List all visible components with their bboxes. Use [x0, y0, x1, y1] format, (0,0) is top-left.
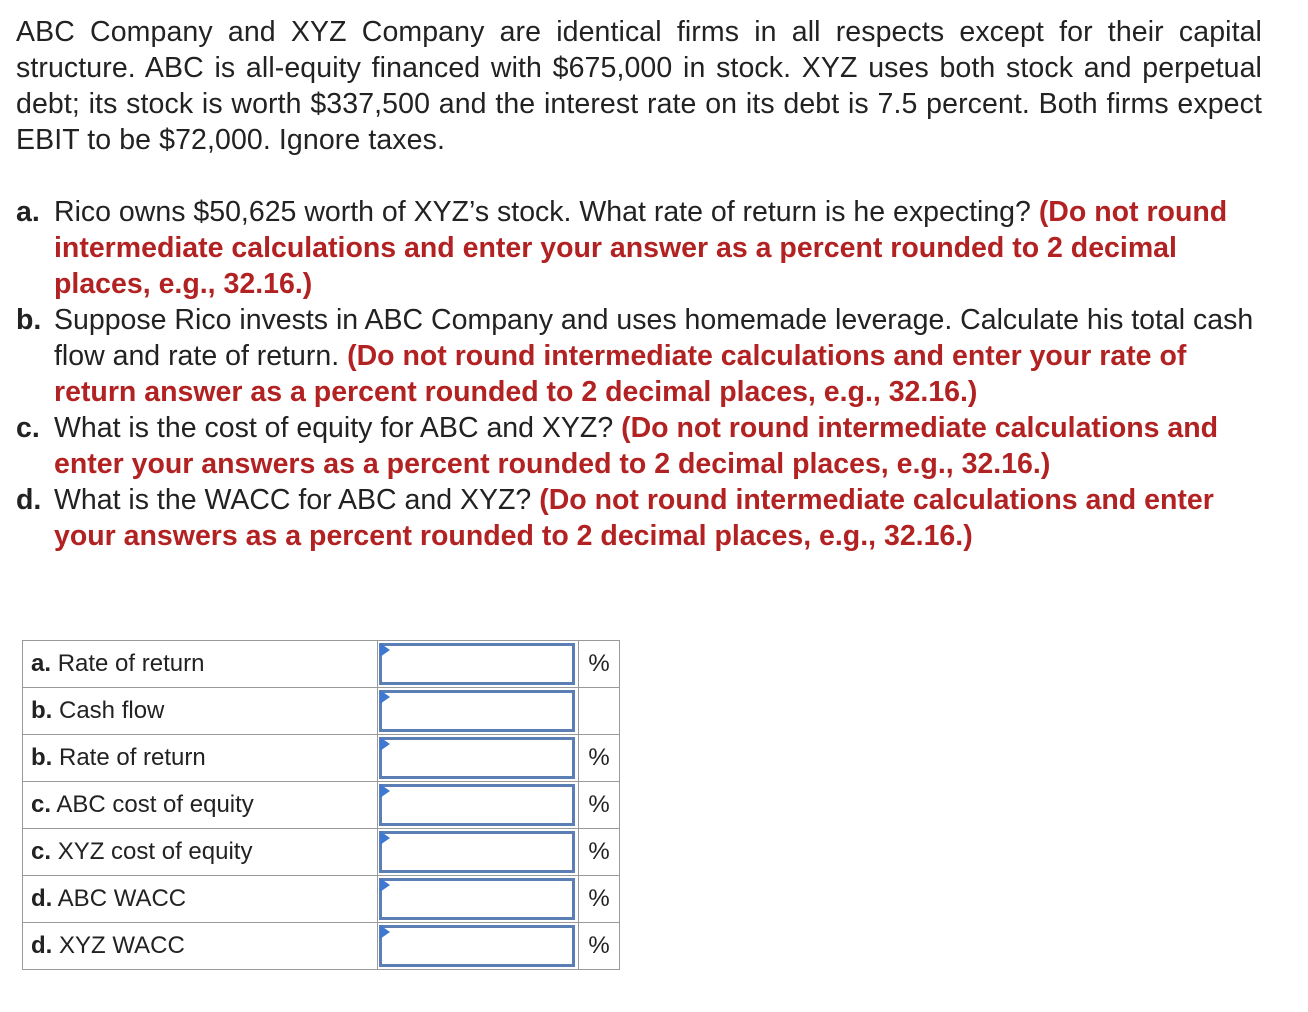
question-instruction: (Do not round intermediate calculations and enter your answers as a percent rounded to 2 decimal places, e.g., 32.16.) — [54, 484, 1214, 552]
c-xyz-cost-of-equity-input[interactable] — [379, 831, 575, 873]
question-marker: c. — [16, 412, 40, 444]
answer-label — [23, 876, 378, 923]
answer-input-cell — [378, 735, 579, 782]
d-xyz-wacc-input[interactable] — [379, 925, 575, 967]
answer-row-d-abc-wacc — [23, 876, 620, 923]
answer-input-cell — [378, 641, 579, 688]
flag-icon — [380, 878, 390, 892]
question-marker: a. — [16, 196, 40, 228]
question-c — [16, 410, 1262, 482]
flag-icon — [380, 737, 390, 751]
b-cash-flow-input[interactable] — [379, 690, 575, 732]
answer-part: d. — [31, 885, 53, 912]
question-text: What is the cost of equity for ABC and XYZ? — [54, 412, 614, 444]
d-abc-wacc-input[interactable] — [379, 878, 575, 920]
answer-input-cell — [378, 876, 579, 923]
answer-label — [23, 688, 378, 735]
answer-label — [23, 735, 378, 782]
answer-part: a. — [31, 650, 52, 677]
answer-label-text: Rate of return — [59, 744, 206, 771]
percent-unit: % — [579, 782, 620, 829]
question-d — [16, 482, 1262, 554]
question-b — [16, 302, 1262, 410]
percent-unit: % — [579, 923, 620, 970]
flag-icon — [380, 690, 390, 704]
percent-unit: % — [579, 735, 620, 782]
flag-icon — [380, 643, 390, 657]
flag-icon — [380, 831, 390, 845]
question-instruction: (Do not round intermediate calculations and enter your answers as a percent rounded to 2 decimal places, e.g., 32.16.) — [54, 412, 1219, 480]
answer-row-b-rate-of-return — [23, 735, 620, 782]
percent-unit: % — [579, 876, 620, 923]
answer-part: b. — [31, 744, 53, 771]
answer-input-cell — [378, 782, 579, 829]
answer-part: c. — [31, 838, 52, 865]
percent-unit: % — [579, 641, 620, 688]
answer-input-cell — [378, 923, 579, 970]
answer-input-cell — [378, 688, 579, 735]
c-abc-cost-of-equity-input[interactable] — [379, 784, 575, 826]
answer-table — [22, 640, 620, 970]
answer-label — [23, 641, 378, 688]
question-marker: b. — [16, 304, 42, 336]
question-text: Rico owns $50,625 worth of XYZ’s stock. What rate of return is he expecting? — [54, 196, 1031, 228]
a-rate-of-return-input[interactable] — [379, 643, 575, 685]
question-marker: d. — [16, 484, 42, 516]
question-text: What is the WACC for ABC and XYZ? — [54, 484, 532, 516]
answer-row-b-cash-flow — [23, 688, 620, 735]
answer-label-text: Rate of return — [57, 650, 205, 677]
flag-icon — [380, 784, 390, 798]
answer-label-text: Cash flow — [59, 697, 165, 724]
question-a — [16, 194, 1262, 302]
flag-icon — [380, 925, 390, 939]
answer-row-c-abc-cost-of-equity — [23, 782, 620, 829]
answer-row-d-xyz-wacc — [23, 923, 620, 970]
b-rate-of-return-input[interactable] — [379, 737, 575, 779]
answer-label-text: ABC cost of equity — [56, 791, 254, 818]
answer-row-a-rate-of-return — [23, 641, 620, 688]
unit-cell-empty — [579, 688, 620, 735]
answer-part: d. — [31, 932, 53, 959]
percent-unit: % — [579, 829, 620, 876]
question-instruction: (Do not round intermediate calculations and enter your answer as a percent rounded to 2 decimal places, e.g., 32.16.) — [54, 196, 1228, 300]
question-instruction: (Do not round intermediate calculations and enter your rate of return answer as a percent rounded to 2 decimal places, e.g., 32.16.) — [54, 340, 1187, 408]
answer-label-text: ABC WACC — [57, 885, 187, 912]
answer-label — [23, 829, 378, 876]
answer-part: b. — [31, 697, 53, 724]
problem-statement: ABC Company and XYZ Company are identical firms in all respects except for their capital structure. ABC is all-equity financed with $675,000 in stock. XYZ uses both stock and perpetual debt; its stock is worth $337,500 and the interest rate on its debt is 7.5 percent. Both firms expect EBIT to be $72,000. Ignore taxes. — [16, 16, 1262, 156]
answer-label — [23, 782, 378, 829]
answer-label-text: XYZ WACC — [59, 932, 185, 959]
answer-part: c. — [31, 791, 52, 818]
answer-input-cell — [378, 829, 579, 876]
answer-row-c-xyz-cost-of-equity — [23, 829, 620, 876]
answer-label-text: XYZ cost of equity — [57, 838, 253, 865]
question-list — [16, 194, 1262, 554]
question-text: Suppose Rico invests in ABC Company and uses homemade leverage. Calculate his total cash flow and rate of return. — [54, 304, 1254, 372]
answer-label — [23, 923, 378, 970]
